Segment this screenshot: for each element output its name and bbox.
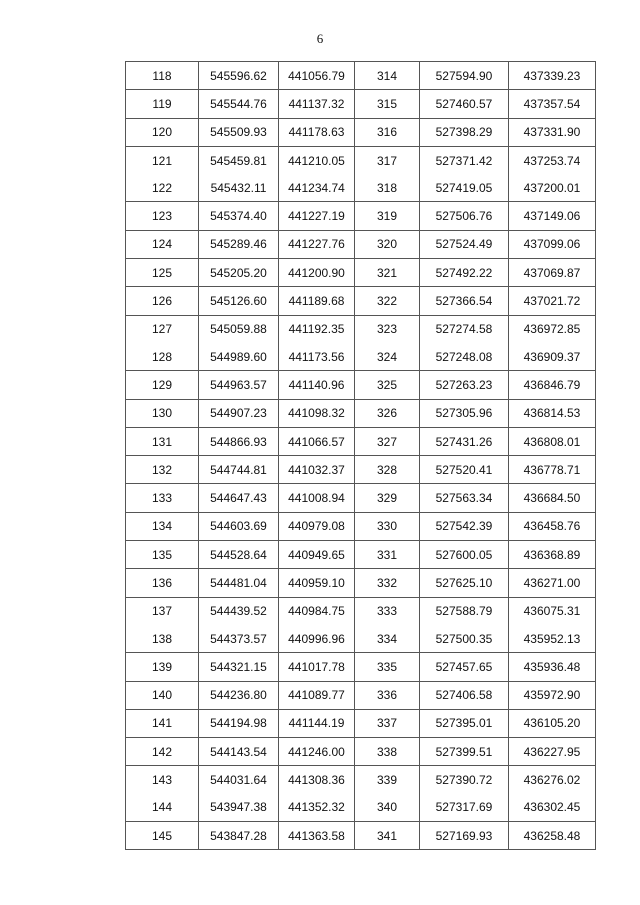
x-coordinate-cell: 543947.38 [199,794,279,822]
point-number-cell: 323 [355,315,420,343]
x-coordinate-cell: 527390.72 [420,766,509,794]
x-coordinate-cell: 527274.58 [420,315,509,343]
point-number-cell: 145 [126,822,199,850]
table-row [126,343,596,371]
y-coordinate-cell: 436808.01 [509,427,596,455]
table-row [126,794,596,822]
point-number-cell: 336 [355,681,420,709]
x-coordinate-cell: 544963.57 [199,371,279,399]
table-row [126,484,596,512]
point-number-cell: 334 [355,625,420,653]
point-number-cell: 126 [126,287,199,315]
point-number-cell: 143 [126,766,199,794]
point-number-cell: 315 [355,90,420,118]
table-row [126,541,596,569]
y-coordinate-cell: 436778.71 [509,456,596,484]
table-row [126,738,596,766]
point-number-cell: 124 [126,230,199,258]
y-coordinate-cell: 441234.74 [279,174,355,202]
y-coordinate-cell: 436227.95 [509,738,596,766]
x-coordinate-cell: 527248.08 [420,343,509,371]
point-number-cell: 332 [355,569,420,597]
point-number-cell: 137 [126,597,199,625]
point-number-cell: 319 [355,202,420,230]
x-coordinate-cell: 527419.05 [420,174,509,202]
x-coordinate-cell: 544647.43 [199,484,279,512]
table-row [126,174,596,202]
point-number-cell: 136 [126,569,199,597]
point-number-cell: 125 [126,259,199,287]
y-coordinate-cell: 441017.78 [279,653,355,681]
y-coordinate-cell: 441192.35 [279,315,355,343]
y-coordinate-cell: 436302.45 [509,794,596,822]
point-number-cell: 316 [355,118,420,146]
y-coordinate-cell: 441144.19 [279,709,355,737]
y-coordinate-cell: 441089.77 [279,681,355,709]
x-coordinate-cell: 527588.79 [420,597,509,625]
y-coordinate-cell: 437339.23 [509,62,596,90]
point-number-cell: 331 [355,541,420,569]
x-coordinate-cell: 544907.23 [199,399,279,427]
table-row [126,202,596,230]
x-coordinate-cell: 545459.81 [199,146,279,174]
y-coordinate-cell: 440996.96 [279,625,355,653]
point-number-cell: 128 [126,343,199,371]
y-coordinate-cell: 435972.90 [509,681,596,709]
x-coordinate-cell: 527563.34 [420,484,509,512]
point-number-cell: 130 [126,399,199,427]
point-number-cell: 131 [126,427,199,455]
y-coordinate-cell: 441189.68 [279,287,355,315]
table-row [126,230,596,258]
point-number-cell: 321 [355,259,420,287]
x-coordinate-cell: 527317.69 [420,794,509,822]
table-row [126,371,596,399]
point-number-cell: 144 [126,794,199,822]
point-number-cell: 324 [355,343,420,371]
x-coordinate-cell: 544603.69 [199,512,279,540]
point-number-cell: 328 [355,456,420,484]
x-coordinate-cell: 527371.42 [420,146,509,174]
x-coordinate-cell: 544528.64 [199,541,279,569]
y-coordinate-cell: 437099.06 [509,230,596,258]
point-number-cell: 339 [355,766,420,794]
y-coordinate-cell: 436258.48 [509,822,596,850]
y-coordinate-cell: 436909.37 [509,343,596,371]
point-number-cell: 338 [355,738,420,766]
x-coordinate-cell: 527366.54 [420,287,509,315]
x-coordinate-cell: 543847.28 [199,822,279,850]
table-row [126,259,596,287]
point-number-cell: 127 [126,315,199,343]
point-number-cell: 129 [126,371,199,399]
point-number-cell: 317 [355,146,420,174]
y-coordinate-cell: 436972.85 [509,315,596,343]
x-coordinate-cell: 545509.93 [199,118,279,146]
point-number-cell: 325 [355,371,420,399]
x-coordinate-cell: 544744.81 [199,456,279,484]
point-number-cell: 318 [355,174,420,202]
table-row [126,512,596,540]
x-coordinate-cell: 545596.62 [199,62,279,90]
y-coordinate-cell: 437149.06 [509,202,596,230]
x-coordinate-cell: 545374.40 [199,202,279,230]
x-coordinate-cell: 527524.49 [420,230,509,258]
table-row [126,681,596,709]
x-coordinate-cell: 544236.80 [199,681,279,709]
table-row [126,90,596,118]
table-row [126,118,596,146]
coordinates-table [125,61,596,850]
table-row [126,709,596,737]
point-number-cell: 335 [355,653,420,681]
point-number-cell: 141 [126,709,199,737]
point-number-cell: 134 [126,512,199,540]
x-coordinate-cell: 545126.60 [199,287,279,315]
point-number-cell: 330 [355,512,420,540]
x-coordinate-cell: 527492.22 [420,259,509,287]
y-coordinate-cell: 435936.48 [509,653,596,681]
x-coordinate-cell: 527500.35 [420,625,509,653]
y-coordinate-cell: 441056.79 [279,62,355,90]
y-coordinate-cell: 441200.90 [279,259,355,287]
y-coordinate-cell: 436271.00 [509,569,596,597]
point-number-cell: 123 [126,202,199,230]
y-coordinate-cell: 441173.56 [279,343,355,371]
coordinates-table-body [126,62,596,850]
page-number: 6 [316,31,324,46]
y-coordinate-cell: 441066.57 [279,427,355,455]
y-coordinate-cell: 440949.65 [279,541,355,569]
point-number-cell: 337 [355,709,420,737]
y-coordinate-cell: 441363.58 [279,822,355,850]
point-number-cell: 326 [355,399,420,427]
point-number-cell: 139 [126,653,199,681]
y-coordinate-cell: 441098.32 [279,399,355,427]
point-number-cell: 329 [355,484,420,512]
y-coordinate-cell: 437253.74 [509,146,596,174]
point-number-cell: 138 [126,625,199,653]
y-coordinate-cell: 435952.13 [509,625,596,653]
x-coordinate-cell: 545432.11 [199,174,279,202]
y-coordinate-cell: 437021.72 [509,287,596,315]
y-coordinate-cell: 437331.90 [509,118,596,146]
point-number-cell: 320 [355,230,420,258]
x-coordinate-cell: 544866.93 [199,427,279,455]
y-coordinate-cell: 441227.76 [279,230,355,258]
y-coordinate-cell: 440959.10 [279,569,355,597]
y-coordinate-cell: 441137.32 [279,90,355,118]
point-number-cell: 122 [126,174,199,202]
y-coordinate-cell: 441008.94 [279,484,355,512]
y-coordinate-cell: 441210.05 [279,146,355,174]
table-row [126,287,596,315]
y-coordinate-cell: 437357.54 [509,90,596,118]
point-number-cell: 119 [126,90,199,118]
table-row [126,597,596,625]
x-coordinate-cell: 544373.57 [199,625,279,653]
x-coordinate-cell: 544143.54 [199,738,279,766]
point-number-cell: 340 [355,794,420,822]
y-coordinate-cell: 440984.75 [279,597,355,625]
table-row [126,766,596,794]
x-coordinate-cell: 544481.04 [199,569,279,597]
point-number-cell: 135 [126,541,199,569]
x-coordinate-cell: 527520.41 [420,456,509,484]
table-row [126,822,596,850]
table-row [126,625,596,653]
x-coordinate-cell: 527457.65 [420,653,509,681]
y-coordinate-cell: 441032.37 [279,456,355,484]
x-coordinate-cell: 527263.23 [420,371,509,399]
point-number-cell: 140 [126,681,199,709]
x-coordinate-cell: 527542.39 [420,512,509,540]
x-coordinate-cell: 527460.57 [420,90,509,118]
y-coordinate-cell: 436846.79 [509,371,596,399]
x-coordinate-cell: 527399.51 [420,738,509,766]
point-number-cell: 118 [126,62,199,90]
x-coordinate-cell: 544439.52 [199,597,279,625]
x-coordinate-cell: 527305.96 [420,399,509,427]
table-row [126,62,596,90]
x-coordinate-cell: 527406.58 [420,681,509,709]
point-number-cell: 333 [355,597,420,625]
y-coordinate-cell: 436276.02 [509,766,596,794]
x-coordinate-cell: 544989.60 [199,343,279,371]
y-coordinate-cell: 441140.96 [279,371,355,399]
table-row [126,399,596,427]
x-coordinate-cell: 544031.64 [199,766,279,794]
x-coordinate-cell: 545544.76 [199,90,279,118]
y-coordinate-cell: 436105.20 [509,709,596,737]
point-number-cell: 142 [126,738,199,766]
y-coordinate-cell: 441246.00 [279,738,355,766]
y-coordinate-cell: 437069.87 [509,259,596,287]
x-coordinate-cell: 544321.15 [199,653,279,681]
x-coordinate-cell: 527169.93 [420,822,509,850]
x-coordinate-cell: 527506.76 [420,202,509,230]
y-coordinate-cell: 436368.89 [509,541,596,569]
x-coordinate-cell: 527625.10 [420,569,509,597]
y-coordinate-cell: 436814.53 [509,399,596,427]
x-coordinate-cell: 544194.98 [199,709,279,737]
point-number-cell: 327 [355,427,420,455]
y-coordinate-cell: 436458.76 [509,512,596,540]
x-coordinate-cell: 527431.26 [420,427,509,455]
y-coordinate-cell: 440979.08 [279,512,355,540]
table-row [126,146,596,174]
point-number-cell: 132 [126,456,199,484]
y-coordinate-cell: 436684.50 [509,484,596,512]
point-number-cell: 314 [355,62,420,90]
point-number-cell: 322 [355,287,420,315]
y-coordinate-cell: 441352.32 [279,794,355,822]
table-row [126,569,596,597]
x-coordinate-cell: 527398.29 [420,118,509,146]
y-coordinate-cell: 441178.63 [279,118,355,146]
x-coordinate-cell: 545289.46 [199,230,279,258]
table-row [126,315,596,343]
table-row [126,653,596,681]
table-row [126,427,596,455]
x-coordinate-cell: 527594.90 [420,62,509,90]
point-number-cell: 341 [355,822,420,850]
x-coordinate-cell: 545205.20 [199,259,279,287]
point-number-cell: 120 [126,118,199,146]
table-row [126,456,596,484]
y-coordinate-cell: 441227.19 [279,202,355,230]
x-coordinate-cell: 545059.88 [199,315,279,343]
point-number-cell: 133 [126,484,199,512]
y-coordinate-cell: 437200.01 [509,174,596,202]
x-coordinate-cell: 527600.05 [420,541,509,569]
point-number-cell: 121 [126,146,199,174]
x-coordinate-cell: 527395.01 [420,709,509,737]
y-coordinate-cell: 436075.31 [509,597,596,625]
y-coordinate-cell: 441308.36 [279,766,355,794]
